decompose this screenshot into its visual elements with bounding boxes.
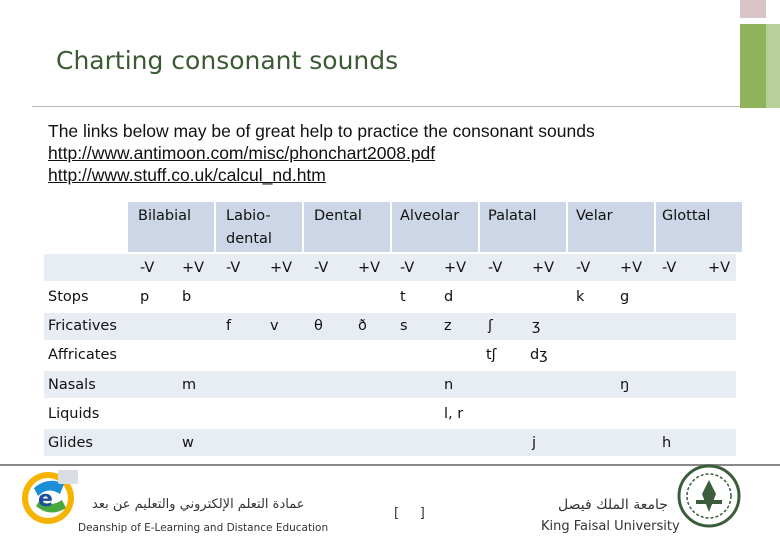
symbol-cell: w xyxy=(182,435,194,451)
col-header-alveolar: Alveolar xyxy=(400,208,460,224)
symbol-cell: g xyxy=(620,289,630,305)
voicing-cell: +V xyxy=(270,260,293,276)
voicing-cell: -V xyxy=(488,260,503,276)
title-divider xyxy=(32,106,740,107)
symbol-cell: tʃ xyxy=(486,347,497,363)
symbol-cell: s xyxy=(400,318,408,334)
col-header-labio: Labio- xyxy=(226,208,271,224)
symbol-cell: f xyxy=(226,318,232,334)
symbol-cell: l, r xyxy=(444,406,464,422)
voicing-cell: -V xyxy=(576,260,591,276)
voicing-cell: +V xyxy=(182,260,205,276)
col-header-bilabial: Bilabial xyxy=(138,208,192,224)
slide-title: Charting consonant sounds xyxy=(56,46,399,75)
voicing-cell: -V xyxy=(314,260,329,276)
decorative-bar-side-light xyxy=(766,24,780,108)
elearning-logo-icon xyxy=(20,458,84,538)
symbol-cell: k xyxy=(576,289,585,305)
intro-block xyxy=(48,120,595,186)
symbol-cell: dʒ xyxy=(530,347,548,363)
symbol-cell: j xyxy=(532,435,537,451)
svg-text:e: e xyxy=(38,487,53,512)
page-number-placeholder: [ ] xyxy=(394,506,425,521)
voicing-cell: +V xyxy=(444,260,467,276)
voicing-cell: -V xyxy=(226,260,241,276)
link-stuff[interactable]: http://www.stuff.co.uk/calcul_nd.htm xyxy=(48,165,326,185)
decorative-bar-top xyxy=(740,0,766,18)
col-header-dental: Dental xyxy=(314,208,362,224)
decorative-bar-side xyxy=(740,24,766,108)
university-english: King Faisal University xyxy=(541,519,680,534)
symbol-cell: d xyxy=(444,289,454,305)
symbol-cell: ʒ xyxy=(532,318,541,334)
nasals-row-band xyxy=(44,371,736,398)
deanship-english: Deanship of E-Learning and Distance Education xyxy=(78,522,329,534)
symbol-cell: m xyxy=(182,377,197,393)
voicing-cell: -V xyxy=(662,260,677,276)
link-phonchart[interactable]: http://www.antimoon.com/misc/phonchart2008.pdf xyxy=(48,143,436,163)
voicing-cell: +V xyxy=(620,260,643,276)
voicing-cell: +V xyxy=(532,260,555,276)
symbol-cell: z xyxy=(444,318,452,334)
university-arabic: جامعة الملك فيصل xyxy=(558,497,668,513)
consonant-chart-table xyxy=(44,202,780,462)
symbol-cell: ð xyxy=(358,318,367,334)
col-header-dental-line2: dental xyxy=(226,231,272,247)
row-label-liquids: Liquids xyxy=(48,406,100,422)
row-label-affricates: Affricates xyxy=(48,347,117,363)
deanship-arabic: عمادة التعلم الإلكتروني والتعليم عن بعد xyxy=(92,497,305,512)
voicing-cell: +V xyxy=(708,260,731,276)
row-label-glides: Glides xyxy=(48,435,93,451)
col-header-glottal: Glottal xyxy=(662,208,711,224)
col-header-velar: Velar xyxy=(576,208,613,224)
symbol-cell: n xyxy=(444,377,454,393)
symbol-cell: b xyxy=(182,289,192,305)
symbol-cell: h xyxy=(662,435,672,451)
symbol-cell: p xyxy=(140,289,150,305)
symbol-cell: θ xyxy=(314,318,323,334)
symbol-cell: t xyxy=(400,289,406,305)
row-label-fricatives: Fricatives xyxy=(48,318,117,334)
voicing-cell: -V xyxy=(140,260,155,276)
glides-row-band xyxy=(44,429,736,456)
intro-text: The links below may be of great help to practice the consonant sounds xyxy=(48,121,595,141)
row-label-stops: Stops xyxy=(48,289,89,305)
symbol-cell: v xyxy=(270,318,279,334)
voicing-cell: +V xyxy=(358,260,381,276)
symbol-cell: ʃ xyxy=(488,318,493,334)
kfu-seal-icon xyxy=(676,460,742,534)
col-header-palatal: Palatal xyxy=(488,208,537,224)
row-label-nasals: Nasals xyxy=(48,377,96,393)
voicing-cell: -V xyxy=(400,260,415,276)
fricatives-row-band xyxy=(44,313,736,340)
symbol-cell: ŋ xyxy=(620,377,630,393)
